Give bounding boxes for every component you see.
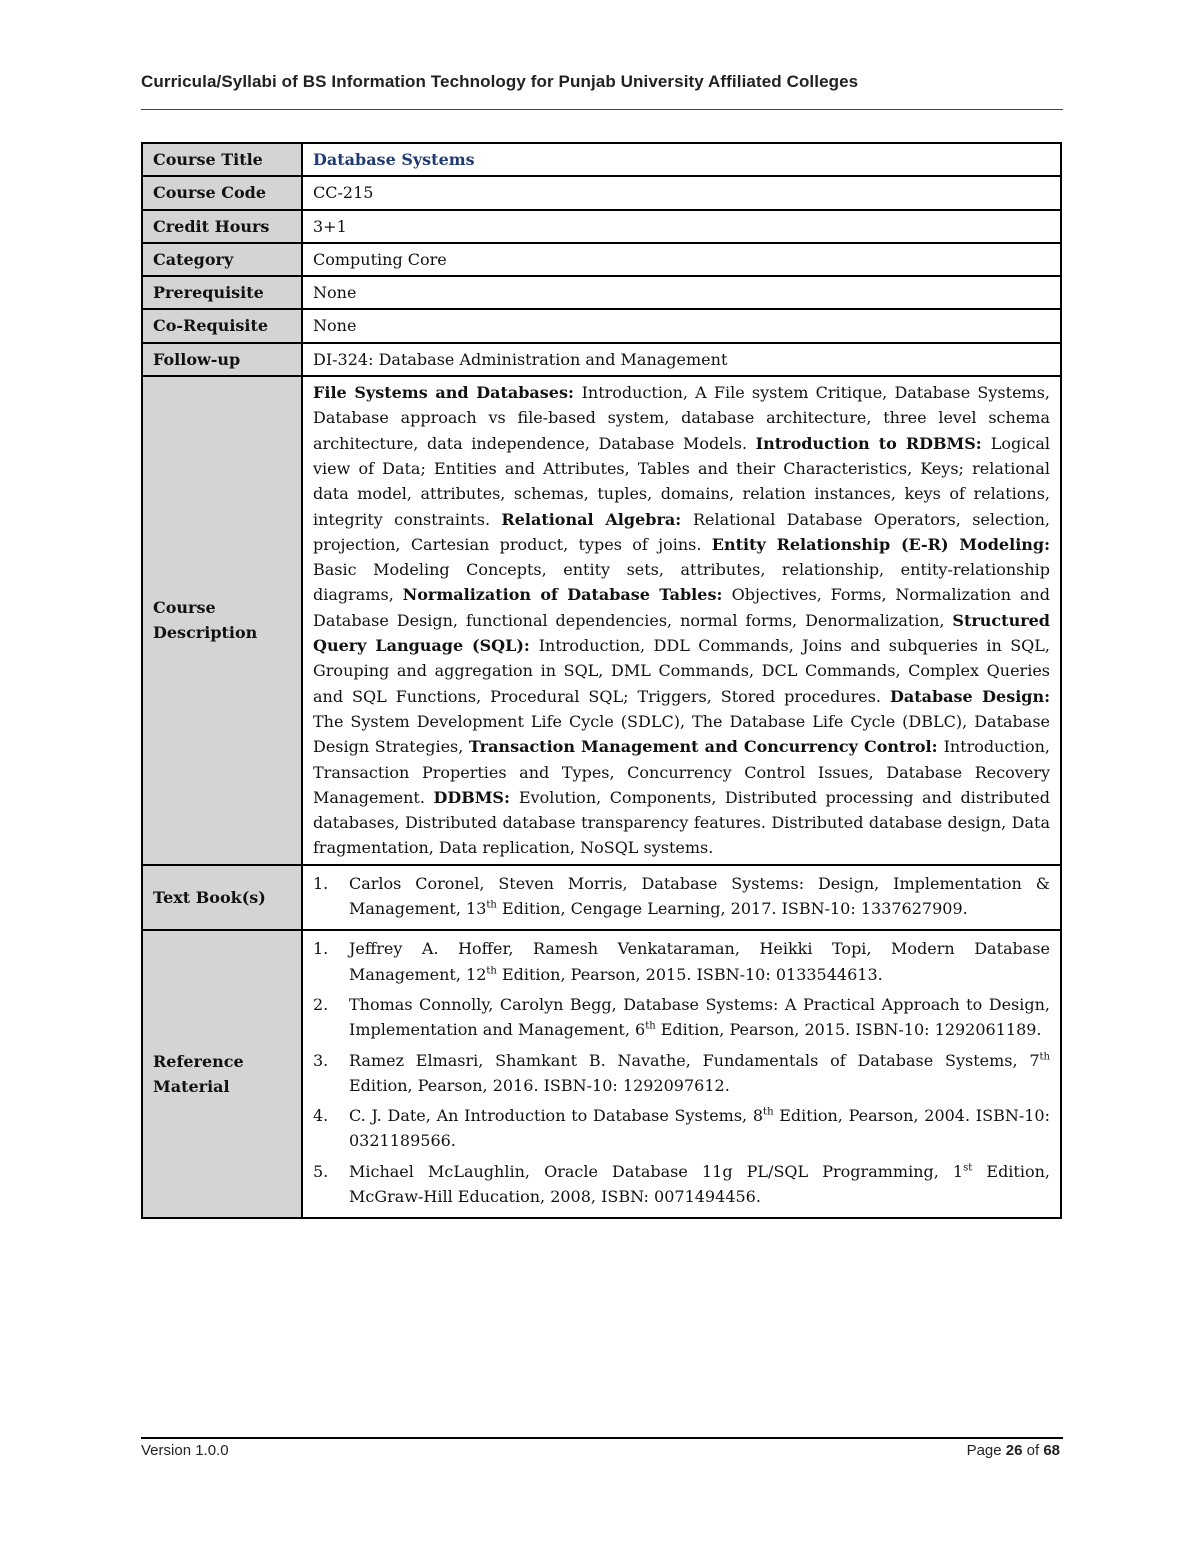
textbooks-list-cell [302, 865, 1061, 931]
followup-value: DI-324: Database Administration and Management [302, 343, 1061, 376]
reference-item [313, 1159, 1050, 1210]
prerequisite-label: Prerequisite [142, 276, 302, 309]
description-topic-heading: Transaction Management and Concurrency Control: [468, 737, 944, 757]
description-topic-text: Introduction, A File system Critique, Database Systems, Database approach vs file-based system, database architecture, three level schema architecture, data independence, Database Models. [313, 383, 1051, 453]
course-title-label: Course Title [142, 143, 302, 176]
header-divider [141, 109, 1063, 110]
textbook-item [313, 871, 1050, 922]
reference-item [313, 1048, 1050, 1099]
book-citation: Jeffrey A. Hoffer, Ramesh Venkataraman, Heikki Topi, Modern Database Management, 12 [349, 939, 1050, 984]
description-topic-heading: DDBMS: [433, 787, 519, 807]
page-number [967, 1442, 1060, 1459]
page-total: 68 [1043, 1442, 1060, 1459]
description-topic-text: Evolution, Components, Distributed processing and distributed databases, Distributed database transparency features. Distributed database design, Data fragmentation, Data replication, NoSQL systems. [313, 787, 1050, 858]
book-publication-info: Edition, Pearson, 2015. ISBN-10: 1292061189. [655, 1020, 1042, 1040]
description-topic-text: Objectives, Forms, Normalization and Database Design, functional dependencies, normal forms, Denormalization, [313, 585, 1050, 630]
description-topic-text: Introduction, Transaction Properties and Types, Concurrency Control Issues, Database Recovery Management. [313, 737, 1050, 807]
list-number: 4. [313, 1106, 329, 1126]
course-table [141, 142, 1062, 1219]
description-topic-text: Logical view of Data; Entities and Attributes, Tables and their Characteristics, Keys; relational data model, attributes, schemas, tuples, domains, relation instances, keys of relations, integrity constraints. [313, 433, 1050, 529]
book-publication-info: Edition, Pearson, 2004. ISBN-10: 0321189566. [349, 1106, 1050, 1151]
description-topic-text: Basic Modeling Concepts, entity sets, attributes, relationship, entity-relationship diagrams, [313, 560, 1050, 605]
credit-hours-value: 3+1 [302, 210, 1061, 243]
list-number: 2. [313, 994, 329, 1014]
course-code-label: Course Code [142, 176, 302, 209]
followup-label: Follow-up [142, 343, 302, 376]
textbooks-label: Text Book(s) [142, 865, 302, 931]
course-title-value: Database Systems [302, 143, 1061, 176]
reference-list-cell [302, 930, 1061, 1218]
list-number: 1. [313, 939, 329, 959]
book-citation: C. J. Date, An Introduction to Database Systems, 8 [349, 1106, 764, 1126]
row-category [142, 243, 1061, 276]
reference-material-label: Reference Material [142, 930, 302, 1218]
row-textbooks [142, 865, 1061, 931]
row-corequisite [142, 309, 1061, 342]
row-course-description [142, 376, 1061, 865]
course-description-label: Course Description [142, 376, 302, 865]
reference-list [313, 936, 1050, 1209]
book-citation: Carlos Coronel, Steven Morris, Database Systems: Design, Implementation & Management, 13 [349, 873, 1050, 919]
course-code-value: CC-215 [302, 176, 1061, 209]
description-topic-text: Relational Database Operators, selection, projection, Cartesian product, types of joins. [313, 509, 1051, 554]
edition-ordinal: th [645, 1020, 656, 1032]
prerequisite-value: None [302, 276, 1061, 309]
book-publication-info: Edition, McGraw-Hill Education, 2008, ISBN: 0071494456. [349, 1161, 1050, 1206]
page-header: Curricula/Syllabi of BS Information Technology for Punjab University Affiliated Colleges [141, 72, 859, 91]
description-topic-heading: Introduction to RDBMS: [755, 433, 991, 453]
row-credit-hours [142, 210, 1061, 243]
description-topic-text: Introduction, DDL Commands, Joins and subqueries in SQL, Grouping and aggregation in SQL, DML Commands, DCL Commands, Complex Queries and SQL Functions, Procedural SQL; Triggers, Stored procedures. [313, 636, 1050, 706]
list-number: 1. [313, 873, 329, 893]
row-followup [142, 343, 1061, 376]
description-topic-text: The System Development Life Cycle (SDLC), The Database Life Cycle (DBLC), Database Design Strategies, [313, 711, 1050, 757]
course-description-text [302, 376, 1061, 865]
book-publication-info: Edition, Cengage Learning, 2017. ISBN-10: 1337627909. [496, 899, 968, 919]
credit-hours-label: Credit Hours [142, 210, 302, 243]
version-label: Version 1.0.0 [141, 1442, 229, 1459]
description-topic-heading: File Systems and Databases: [313, 383, 582, 403]
category-value: Computing Core [302, 243, 1061, 276]
edition-ordinal: th [763, 1106, 774, 1118]
description-topic-heading: Structured Query Language (SQL): [313, 610, 1050, 656]
edition-ordinal: th [486, 965, 497, 977]
list-number: 5. [313, 1161, 329, 1181]
page-of: of [1022, 1442, 1044, 1459]
book-citation: Ramez Elmasri, Shamkant B. Navathe, Fundamentals of Database Systems, 7 [349, 1050, 1040, 1070]
row-prerequisite [142, 276, 1061, 309]
reference-item [313, 1103, 1050, 1154]
page-current: 26 [1005, 1442, 1023, 1459]
book-publication-info: Edition, Pearson, 2015. ISBN-10: 0133544613. [496, 964, 883, 984]
page-prefix: Page [966, 1442, 1006, 1459]
corequisite-label: Co-Requisite [142, 309, 302, 342]
edition-ordinal: st [963, 1162, 973, 1174]
category-label: Category [142, 243, 302, 276]
edition-ordinal: th [486, 899, 497, 911]
description-topic-heading: Relational Algebra: [501, 509, 693, 529]
edition-ordinal: th [1039, 1051, 1050, 1063]
reference-item [313, 992, 1050, 1043]
row-course-code [142, 176, 1061, 209]
book-citation: Michael McLaughlin, Oracle Database 11g PL/SQL Programming, 1 [349, 1161, 964, 1181]
textbooks-list [313, 871, 1050, 922]
footer-divider [141, 1437, 1063, 1439]
list-number: 3. [313, 1050, 329, 1070]
row-reference-material [142, 930, 1061, 1218]
corequisite-value: None [302, 309, 1061, 342]
description-topic-heading: Database Design: [889, 686, 1051, 706]
book-citation: Thomas Connolly, Carolyn Begg, Database Systems: A Practical Approach to Design, Implementation and Management, 6 [349, 994, 1050, 1040]
reference-item [313, 936, 1050, 987]
book-publication-info: Edition, Pearson, 2016. ISBN-10: 1292097612. [349, 1075, 730, 1095]
description-topic-heading: Normalization of Database Tables: [402, 585, 732, 605]
row-course-title [142, 143, 1061, 176]
description-topic-heading: Entity Relationship (E-R) Modeling: [711, 534, 1050, 554]
